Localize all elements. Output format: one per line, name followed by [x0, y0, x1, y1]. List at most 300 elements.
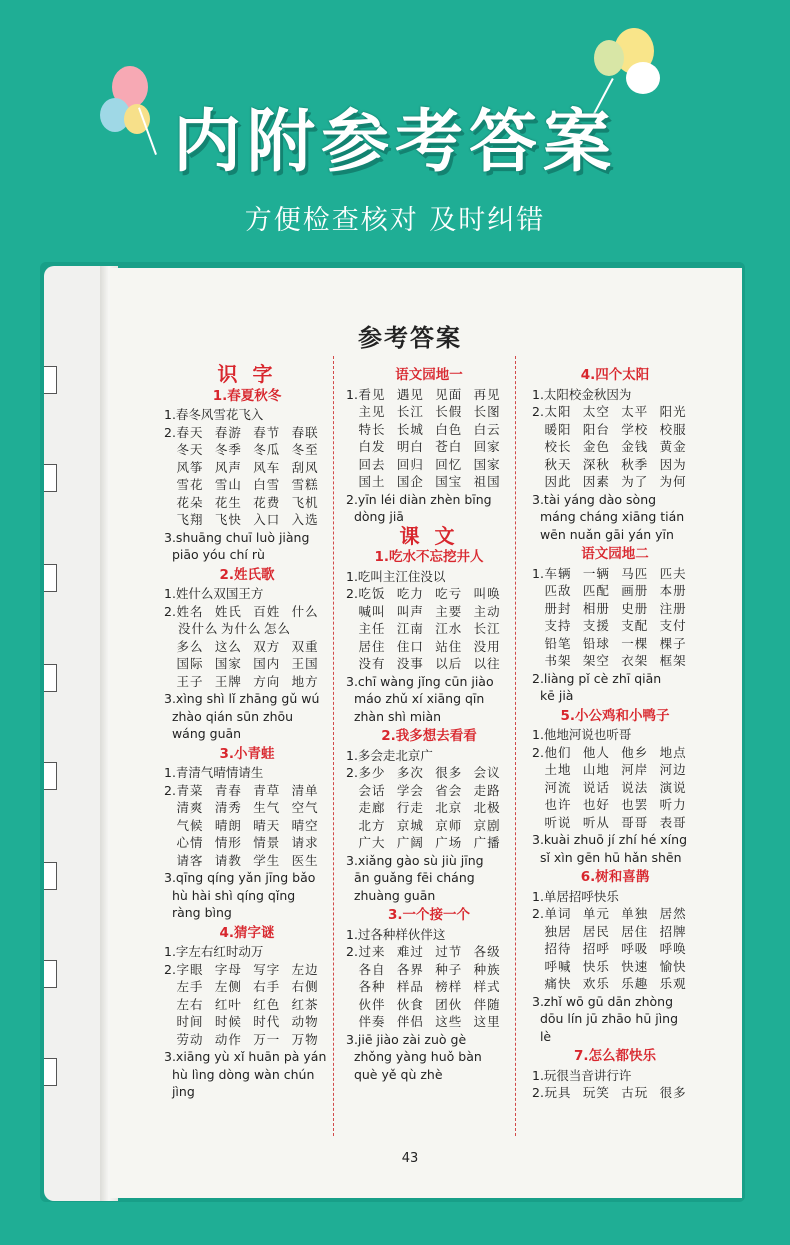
answer-word: 万物 — [291, 1031, 319, 1047]
answer-word: 校服 — [659, 421, 687, 437]
item-number — [532, 635, 545, 653]
answer-word: 他乡 — [621, 744, 649, 760]
answer-line: zhào qián sūn zhōu — [164, 708, 294, 724]
answer-word: 吃饭 — [358, 586, 386, 601]
column-divider — [515, 356, 516, 1136]
answer-word: 右手 — [253, 979, 281, 994]
item-number — [164, 459, 177, 477]
answer-word: 广阔 — [396, 835, 424, 850]
answer-column-2 — [346, 364, 512, 1083]
answer-line: hù lìng dòng wàn chún — [164, 1066, 315, 1082]
answer-word: 红叶 — [214, 996, 242, 1012]
answer-word: 支配 — [621, 618, 649, 633]
answer-word: 国家 — [473, 456, 501, 472]
answer-line: dòng jiā — [346, 509, 404, 524]
answer-word: 时候 — [214, 1014, 242, 1029]
answer-word: 马匹 — [621, 565, 649, 581]
word-row — [532, 421, 698, 439]
section-heading: 3.一个接一个 — [387, 907, 471, 923]
item-number: 2. — [532, 906, 544, 921]
answer-word: 演说 — [659, 779, 687, 795]
answer-line: wáng guān — [164, 726, 242, 741]
section-heading: 7.怎么都快乐 — [573, 1048, 657, 1064]
word-row — [532, 1084, 698, 1102]
item-number: 2. — [532, 1085, 544, 1100]
answer-word: 请求 — [291, 835, 319, 850]
answer-word: 居住 — [621, 923, 649, 939]
answer-line: máo zhǔ xí xiāng qīn — [346, 691, 485, 706]
word-row — [346, 834, 512, 852]
answer-word: 也罢 — [621, 797, 649, 812]
answer-word: 雪糕 — [291, 477, 319, 492]
word-row — [164, 1031, 330, 1049]
answer-word: 为了 — [621, 474, 649, 489]
answer-word: 愉快 — [659, 958, 687, 974]
answer-word: 时间 — [176, 1014, 204, 1029]
word-row — [164, 441, 330, 459]
item-number — [532, 582, 545, 600]
answer-word: 多么 — [176, 638, 204, 654]
answer-word: 北极 — [473, 800, 501, 815]
item-number — [532, 796, 545, 814]
answer-word: 飞翔 — [176, 512, 204, 527]
answer-word: 白云 — [473, 421, 501, 437]
word-row — [346, 943, 512, 961]
answer-word: 清秀 — [214, 800, 242, 815]
answer-word: 痛快 — [544, 976, 572, 991]
word-row — [532, 652, 698, 670]
banner-subtitle: 方便检查核对 及时纠错 — [244, 205, 546, 236]
answer-word: 清爽 — [176, 800, 204, 815]
section-heading: 4.猜字谜 — [219, 924, 275, 941]
section-heading: 2.姓氏歌 — [219, 566, 275, 583]
answer-word: 衣架 — [621, 653, 649, 668]
answer-word: 没什么 — [178, 621, 219, 636]
item-number: 2. — [532, 404, 544, 419]
answer-word: 听说 — [544, 814, 572, 830]
item-number — [532, 814, 545, 832]
answer-word: 字眼 — [176, 961, 204, 977]
item-number — [164, 673, 177, 691]
item-number — [346, 620, 359, 638]
answer-word: 乐观 — [659, 976, 687, 991]
answer-line: hù hài shì qíng qǐng — [164, 887, 296, 903]
item-number — [346, 978, 359, 996]
answer-word: 长城 — [396, 421, 424, 437]
answer-word: 黄金 — [659, 439, 687, 454]
answer-word: 快速 — [621, 958, 649, 974]
answer-word: 因素 — [582, 474, 610, 489]
answer-word: 会议 — [473, 765, 501, 780]
answer-word: 过来 — [358, 944, 386, 959]
answer-line: 3.shuāng chuī luò jiàng — [164, 529, 310, 545]
answer-word: 百姓 — [253, 603, 281, 619]
item-number — [164, 1013, 177, 1031]
item-number: 2. — [532, 744, 544, 760]
word-row — [532, 975, 698, 993]
word-row — [164, 511, 330, 529]
page-number: 43 — [401, 1151, 419, 1166]
answer-word: 动作 — [214, 1031, 242, 1047]
answer-word: 白雪 — [253, 477, 281, 492]
answer-word: 册封 — [544, 600, 572, 616]
answer-word: 地点 — [659, 744, 687, 760]
word-row — [346, 603, 512, 621]
answer-word: 各级 — [473, 944, 501, 959]
item-number — [532, 779, 545, 797]
word-row — [346, 456, 512, 474]
answer-word: 怎么 — [264, 621, 292, 636]
answer-word: 国内 — [253, 656, 281, 671]
item-number — [164, 620, 178, 638]
answer-word: 以往 — [473, 656, 501, 671]
word-row — [164, 782, 330, 800]
answer-word: 河岸 — [621, 762, 649, 777]
item-number — [346, 996, 359, 1014]
answer-word: 情形 — [214, 835, 242, 850]
answer-line: piāo yóu chí rù — [164, 547, 265, 562]
item-number — [346, 638, 359, 656]
answer-word: 左侧 — [214, 979, 242, 994]
word-row — [346, 438, 512, 456]
word-row — [532, 617, 698, 635]
word-row — [164, 476, 330, 494]
answer-line: 2.liàng pǐ cè zhī qiān — [532, 670, 662, 686]
item-number — [164, 511, 177, 529]
answer-line: 1.字左右红时动万 — [164, 944, 264, 959]
section-heading: 4.四个太阳 — [580, 367, 650, 383]
answer-word: 写字 — [253, 961, 281, 977]
answer-word: 姓名 — [176, 603, 204, 619]
word-row — [346, 996, 512, 1014]
item-number — [532, 600, 545, 618]
answer-word: 一辆 — [582, 565, 610, 581]
answer-word: 主见 — [358, 404, 386, 419]
answer-word: 秋季 — [621, 456, 649, 472]
answer-word: 架空 — [582, 653, 610, 668]
answer-word: 呼吸 — [621, 941, 649, 956]
answer-word: 榜样 — [435, 979, 463, 994]
section-heading: 5.小公鸡和小鸭子 — [560, 707, 670, 724]
answer-word: 劳动 — [176, 1031, 204, 1047]
section-heading: 1.吃水不忘挖井人 — [374, 549, 484, 565]
answer-word: 红色 — [253, 996, 281, 1012]
answer-word: 单独 — [621, 906, 649, 921]
answer-word: 心情 — [176, 835, 204, 850]
answer-word: 行走 — [396, 800, 424, 815]
answer-word: 国宝 — [435, 474, 463, 489]
answer-word: 什么 — [291, 603, 319, 619]
answer-word: 京师 — [435, 817, 463, 833]
answer-word: 王国 — [291, 656, 319, 671]
answer-line: 1.过各种样伙伴这 — [346, 926, 446, 942]
answer-word: 江水 — [435, 621, 463, 636]
word-row — [532, 403, 698, 421]
answer-word: 左手 — [176, 979, 204, 994]
word-row — [346, 799, 512, 817]
item-number — [346, 456, 359, 474]
answer-word: 没用 — [473, 638, 501, 654]
answer-word: 呼喊 — [544, 958, 572, 974]
answer-word: 没事 — [396, 656, 424, 671]
item-number — [164, 817, 177, 835]
answer-word: 说法 — [621, 779, 649, 795]
item-number — [164, 799, 177, 817]
word-row — [532, 814, 698, 832]
answer-word: 金色 — [582, 439, 610, 454]
answer-line: dōu lín jū zhāo hū jìng — [532, 1011, 679, 1026]
answer-word: 国际 — [176, 656, 204, 671]
item-number — [164, 852, 177, 870]
word-row — [346, 403, 512, 421]
answer-word: 太空 — [582, 404, 610, 419]
answer-word: 省会 — [435, 782, 463, 798]
answer-word: 方向 — [253, 673, 281, 689]
answer-word: 为什么 — [221, 621, 262, 636]
item-number — [346, 834, 359, 852]
answer-word: 难过 — [396, 944, 424, 959]
answer-word: 匹夫 — [659, 565, 687, 581]
answer-word: 支援 — [582, 618, 610, 633]
answer-word: 生气 — [253, 800, 281, 815]
answer-word: 表哥 — [659, 814, 687, 830]
answer-word: 右侧 — [291, 979, 319, 994]
answer-word: 伴奏 — [358, 1014, 386, 1029]
answer-word: 广播 — [473, 835, 501, 850]
answer-word: 吃力 — [396, 586, 424, 601]
answer-word: 过节 — [435, 944, 463, 959]
answer-word: 铅球 — [582, 635, 610, 651]
word-row — [164, 1013, 330, 1031]
word-row — [532, 456, 698, 474]
answer-word: 他人 — [582, 744, 610, 760]
answer-word: 秋天 — [544, 456, 572, 472]
answer-line: 3.qīng qíng yǎn jīng bǎo — [164, 870, 316, 885]
answer-word: 京剧 — [473, 817, 501, 833]
section-heading: 语文园地二 — [581, 546, 649, 562]
answer-word: 空气 — [291, 800, 319, 815]
answer-word: 京城 — [396, 817, 424, 833]
answer-word: 看见 — [358, 386, 386, 402]
answer-word: 呼唤 — [659, 941, 687, 956]
answer-word: 春天 — [176, 424, 204, 440]
answer-line: 1.他地河说也听哥 — [532, 727, 632, 742]
section-heading: 3.小青蛙 — [219, 745, 275, 762]
word-row — [532, 438, 698, 456]
section-heading: 课 文 — [399, 523, 459, 548]
answer-word: 各自 — [358, 961, 386, 977]
banner-title: 内附参考答案 — [172, 103, 617, 182]
item-number — [532, 473, 545, 491]
answer-word: 飞快 — [214, 512, 242, 527]
item-number — [532, 438, 545, 456]
answer-line: jìng — [164, 1084, 195, 1099]
word-row — [346, 473, 512, 491]
answer-word: 他们 — [544, 744, 572, 760]
answer-line: zhuàng guān — [346, 887, 436, 903]
item-number — [164, 655, 177, 673]
answer-word: 地方 — [291, 673, 319, 689]
answer-line: 1.青清气晴情请生 — [164, 765, 264, 780]
answer-word: 也好 — [582, 797, 610, 812]
answer-word: 主要 — [435, 603, 463, 619]
section-heading: 2.我多想去看看 — [381, 728, 477, 744]
item-number — [164, 638, 177, 656]
word-row — [346, 585, 512, 603]
answer-word: 主任 — [358, 621, 386, 636]
answer-word: 河流 — [544, 779, 572, 795]
answer-word: 听力 — [659, 797, 687, 812]
word-row — [164, 424, 330, 442]
answer-word: 太平 — [621, 404, 649, 419]
word-row — [164, 655, 330, 673]
answer-line: 1.单居招呼快乐 — [532, 888, 619, 904]
answer-word: 回家 — [473, 439, 501, 454]
answer-word: 主动 — [473, 603, 501, 619]
answer-word: 请客 — [176, 852, 204, 868]
answer-word: 校长 — [544, 439, 572, 454]
answer-word: 相册 — [582, 600, 610, 616]
word-row — [164, 817, 330, 835]
word-row — [346, 655, 512, 673]
answer-word: 玩笑 — [582, 1085, 610, 1100]
answer-word: 雪花 — [176, 477, 204, 492]
word-row — [164, 961, 330, 979]
answer-word: 北方 — [358, 817, 386, 833]
answer-word: 注册 — [659, 600, 687, 616]
word-row — [346, 620, 512, 638]
answer-word: 学校 — [621, 421, 649, 437]
word-row — [532, 796, 698, 814]
word-row — [346, 817, 512, 835]
answer-word: 风筝 — [176, 459, 204, 475]
answer-line: 1.多会走北京广 — [346, 747, 433, 763]
answer-word: 晴空 — [291, 817, 319, 833]
answer-word: 冬季 — [214, 442, 242, 457]
answer-page — [110, 268, 742, 1198]
word-row — [532, 582, 698, 600]
answer-word: 王子 — [176, 673, 204, 689]
answer-line: 1.玩很当音讲行许 — [532, 1067, 632, 1083]
answer-word: 明白 — [396, 439, 424, 454]
answer-word: 种子 — [435, 961, 463, 977]
word-row — [346, 764, 512, 782]
answer-word: 欢乐 — [582, 976, 610, 991]
answer-word: 再见 — [473, 386, 501, 402]
answer-word: 入口 — [253, 512, 281, 527]
answer-line: zhàn shì miàn — [346, 708, 442, 724]
word-row — [346, 1013, 512, 1031]
answer-word: 招牌 — [659, 923, 687, 939]
item-number — [532, 975, 545, 993]
answer-word: 本册 — [659, 583, 687, 598]
answer-line: 1.姓什么双国王方 — [164, 586, 264, 601]
answer-word: 没有 — [358, 656, 386, 671]
answer-word: 姓氏 — [214, 603, 242, 619]
section-heading: 6.树和喜鹊 — [580, 869, 650, 885]
answer-word: 居民 — [582, 923, 610, 939]
item-number — [164, 996, 177, 1014]
answer-word: 见面 — [435, 386, 463, 402]
word-row — [346, 961, 512, 979]
item-number — [346, 421, 359, 439]
answer-word: 暖阳 — [544, 421, 572, 437]
answer-word: 双方 — [253, 638, 281, 654]
answer-word: 站住 — [435, 638, 463, 654]
answer-word: 多少 — [358, 765, 386, 780]
item-number — [532, 617, 545, 635]
item-number: 2. — [346, 586, 358, 601]
answer-word: 吃亏 — [435, 586, 463, 601]
answer-word: 也许 — [544, 797, 572, 812]
answer-word: 花朵 — [176, 494, 204, 510]
answer-word: 冬瓜 — [253, 442, 281, 457]
item-number — [346, 782, 359, 800]
answer-line: 3.jiē jiào zài zuò gè — [346, 1031, 467, 1047]
item-number — [164, 476, 177, 494]
answer-line: 2.yīn léi diàn zhèn bīng — [346, 491, 492, 507]
answer-word: 听从 — [582, 814, 610, 830]
item-number — [346, 603, 359, 621]
answer-word: 居住 — [358, 638, 386, 654]
word-row — [346, 638, 512, 656]
answer-word: 广场 — [435, 835, 463, 850]
answer-line: sǐ xìn gēn hū hǎn shēn — [532, 849, 682, 865]
answer-line: 3.xiāng yù xǐ huān pà yán — [164, 1049, 327, 1064]
answer-word: 左边 — [291, 961, 319, 977]
answer-word: 史册 — [621, 600, 649, 616]
answer-line: wēn nuǎn gāi yán yīn — [532, 526, 674, 542]
answer-word: 支持 — [544, 618, 572, 633]
answer-word: 入选 — [291, 512, 319, 527]
item-number: 2. — [164, 782, 176, 798]
answer-word: 各种 — [358, 979, 386, 994]
answer-line: què yě qù zhè — [346, 1066, 443, 1082]
answer-line: 3.xiǎng gào sù jiù jīng — [346, 852, 484, 868]
answer-column-3 — [532, 364, 698, 1102]
answer-word: 很多 — [435, 765, 463, 780]
answer-line: 3.xìng shì lǐ zhāng gǔ wú — [164, 691, 320, 706]
word-row — [532, 923, 698, 941]
answer-word: 国土 — [358, 474, 386, 489]
word-row — [164, 620, 330, 638]
word-row — [164, 638, 330, 656]
word-row — [346, 782, 512, 800]
answer-word: 双重 — [291, 638, 319, 654]
item-number — [164, 494, 177, 512]
item-number — [532, 958, 545, 976]
answer-word: 一棵 — [621, 635, 649, 651]
answer-word: 叫唤 — [473, 586, 501, 601]
answer-word: 伙伴 — [358, 996, 386, 1012]
answer-word: 招呼 — [582, 941, 610, 956]
answer-word: 以后 — [435, 656, 463, 671]
answer-word: 字母 — [214, 961, 242, 977]
answer-word: 广大 — [358, 835, 386, 850]
answer-word: 样品 — [396, 979, 424, 994]
answer-line: lè — [532, 1028, 552, 1044]
answer-word: 单元 — [582, 906, 610, 921]
answer-word: 花费 — [253, 494, 281, 510]
answer-word: 种族 — [473, 961, 501, 977]
item-number — [532, 652, 545, 670]
answer-word: 乐趣 — [621, 976, 649, 991]
answer-word: 古玩 — [621, 1085, 649, 1100]
answer-word: 雪山 — [214, 477, 242, 492]
answer-word: 青草 — [253, 782, 281, 798]
word-row — [164, 834, 330, 852]
answer-word: 风车 — [253, 459, 281, 475]
